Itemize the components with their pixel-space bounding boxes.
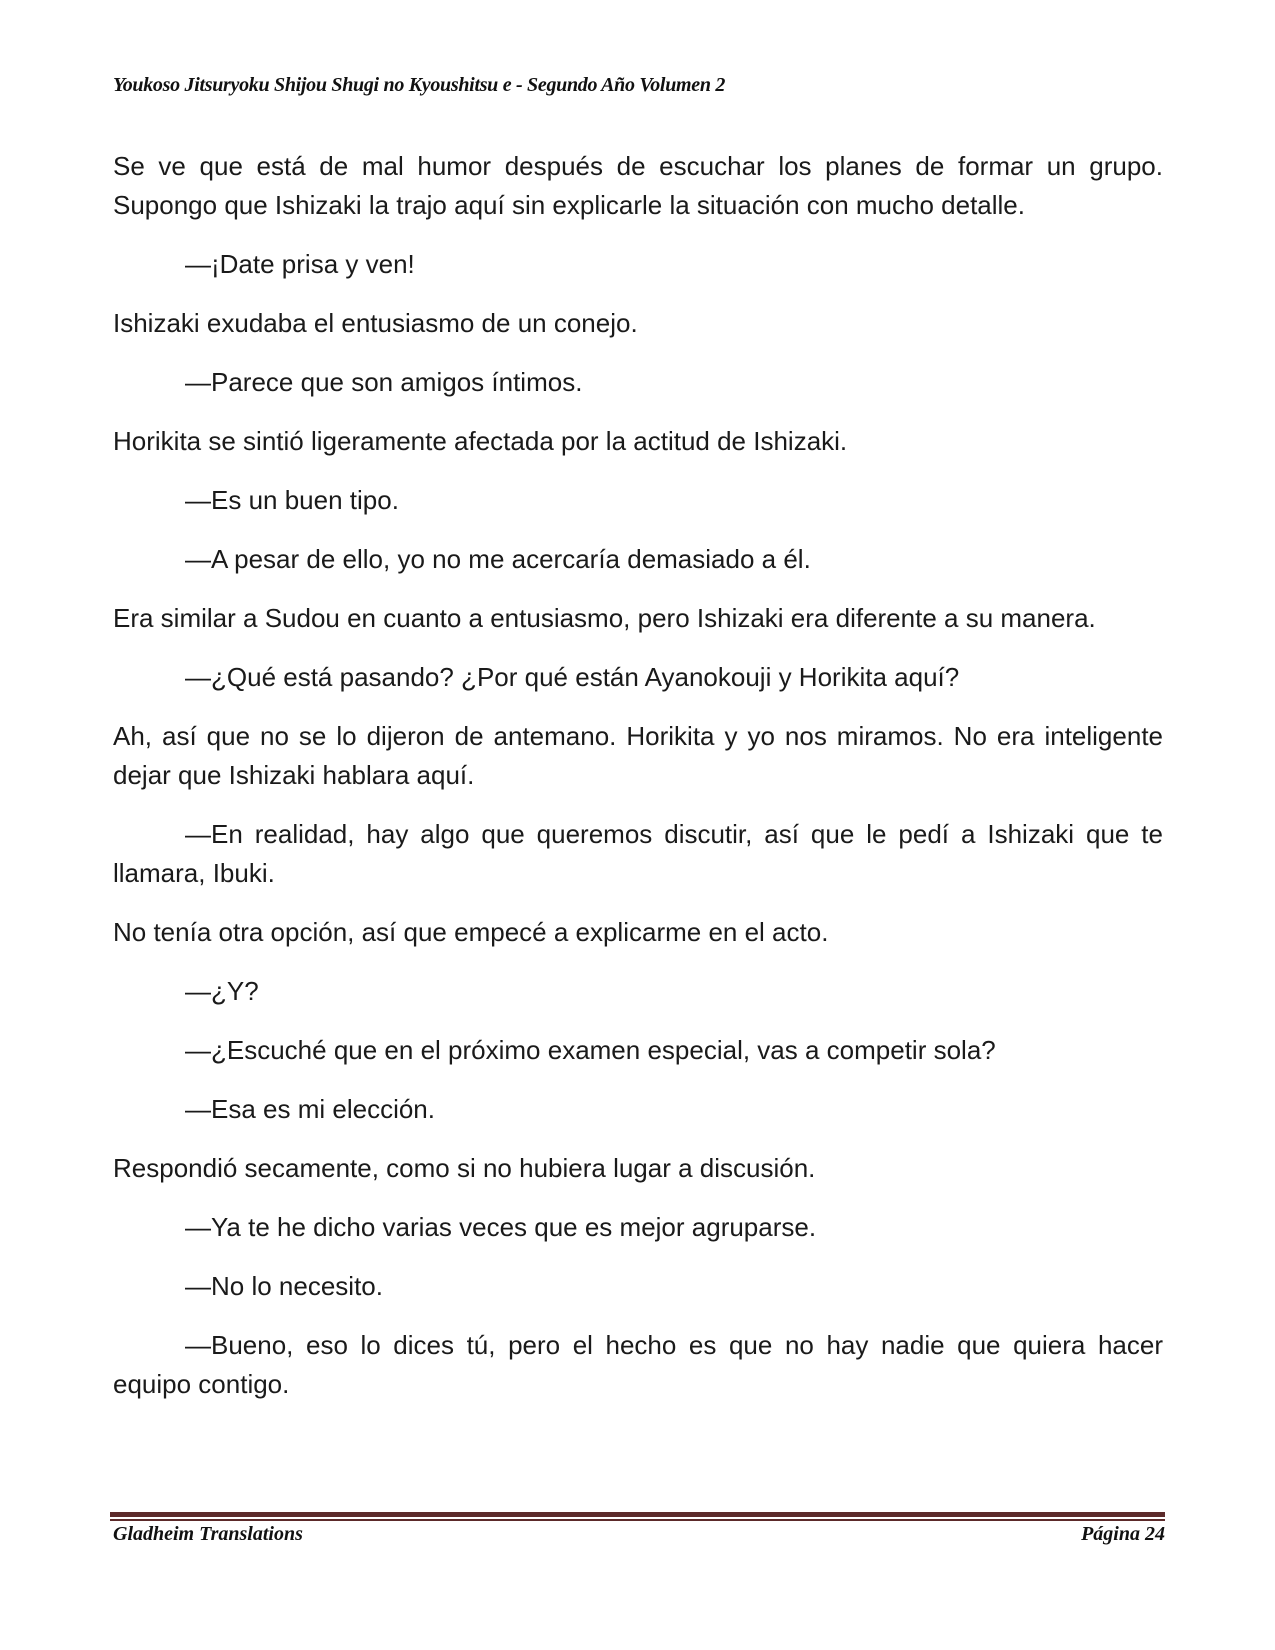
page-header: Youkoso Jitsuryoku Shijou Shugi no Kyoushitsu e - Segundo Año Volumen 2 (113, 74, 726, 96)
dialogue-line: —Bueno, eso lo dices tú, pero el hecho es que no hay nadie que quiera hacer equipo contigo. (113, 1330, 1163, 1399)
page-footer (113, 1523, 1165, 1546)
dialogue-line: —Esa es mi elección. (185, 1094, 435, 1124)
dialogue-line: —¿Escuché que en el próximo examen especial, vas a competir sola? (185, 1035, 996, 1065)
dialogue-line: —Ya te he dicho varias veces que es mejor agruparse. (185, 1212, 817, 1242)
paragraph: Horikita se sintió ligeramente afectada por la actitud de Ishizaki. (113, 426, 848, 456)
paragraph: Era similar a Sudou en cuanto a entusiasmo, pero Ishizaki era diferente a su manera. (113, 603, 1096, 633)
dialogue-line: —En realidad, hay algo que queremos discutir, así que le pedí a Ishizaki que te llamara, Ibuki. (113, 819, 1163, 888)
page-body (113, 147, 1163, 1424)
dialogue-line: —¿Qué está pasando? ¿Por qué están Ayanokouji y Horikita aquí? (185, 662, 960, 692)
dialogue-line: —A pesar de ello, yo no me acercaría demasiado a él. (185, 544, 811, 574)
paragraph: No tenía otra opción, así que empecé a explicarme en el acto. (113, 917, 829, 947)
dialogue-line: —Es un buen tipo. (185, 485, 399, 515)
paragraph: Se ve que está de mal humor después de escuchar los planes de formar un grupo. Supongo que Ishizaki la trajo aquí sin explicarle la situación con mucho detalle. (113, 151, 1163, 220)
paragraph: Respondió secamente, como si no hubiera lugar a discusión. (113, 1153, 816, 1183)
paragraph: Ah, así que no se lo dijeron de antemano. Horikita y yo nos miramos. No era inteligente dejar que Ishizaki hablara aquí. (113, 721, 1163, 790)
paragraph: Ishizaki exudaba el entusiasmo de un conejo. (113, 308, 638, 338)
footer-divider-thin (110, 1519, 1165, 1521)
footer-publisher: Gladheim Translations (113, 1523, 303, 1545)
dialogue-line: —¿Y? (185, 976, 259, 1006)
dialogue-line: —No lo necesito. (185, 1271, 383, 1301)
footer-divider-thick (110, 1512, 1165, 1517)
dialogue-line: —Parece que son amigos íntimos. (185, 367, 583, 397)
page-number: Página 24 (1081, 1523, 1165, 1545)
dialogue-line: —¡Date prisa y ven! (185, 249, 415, 279)
